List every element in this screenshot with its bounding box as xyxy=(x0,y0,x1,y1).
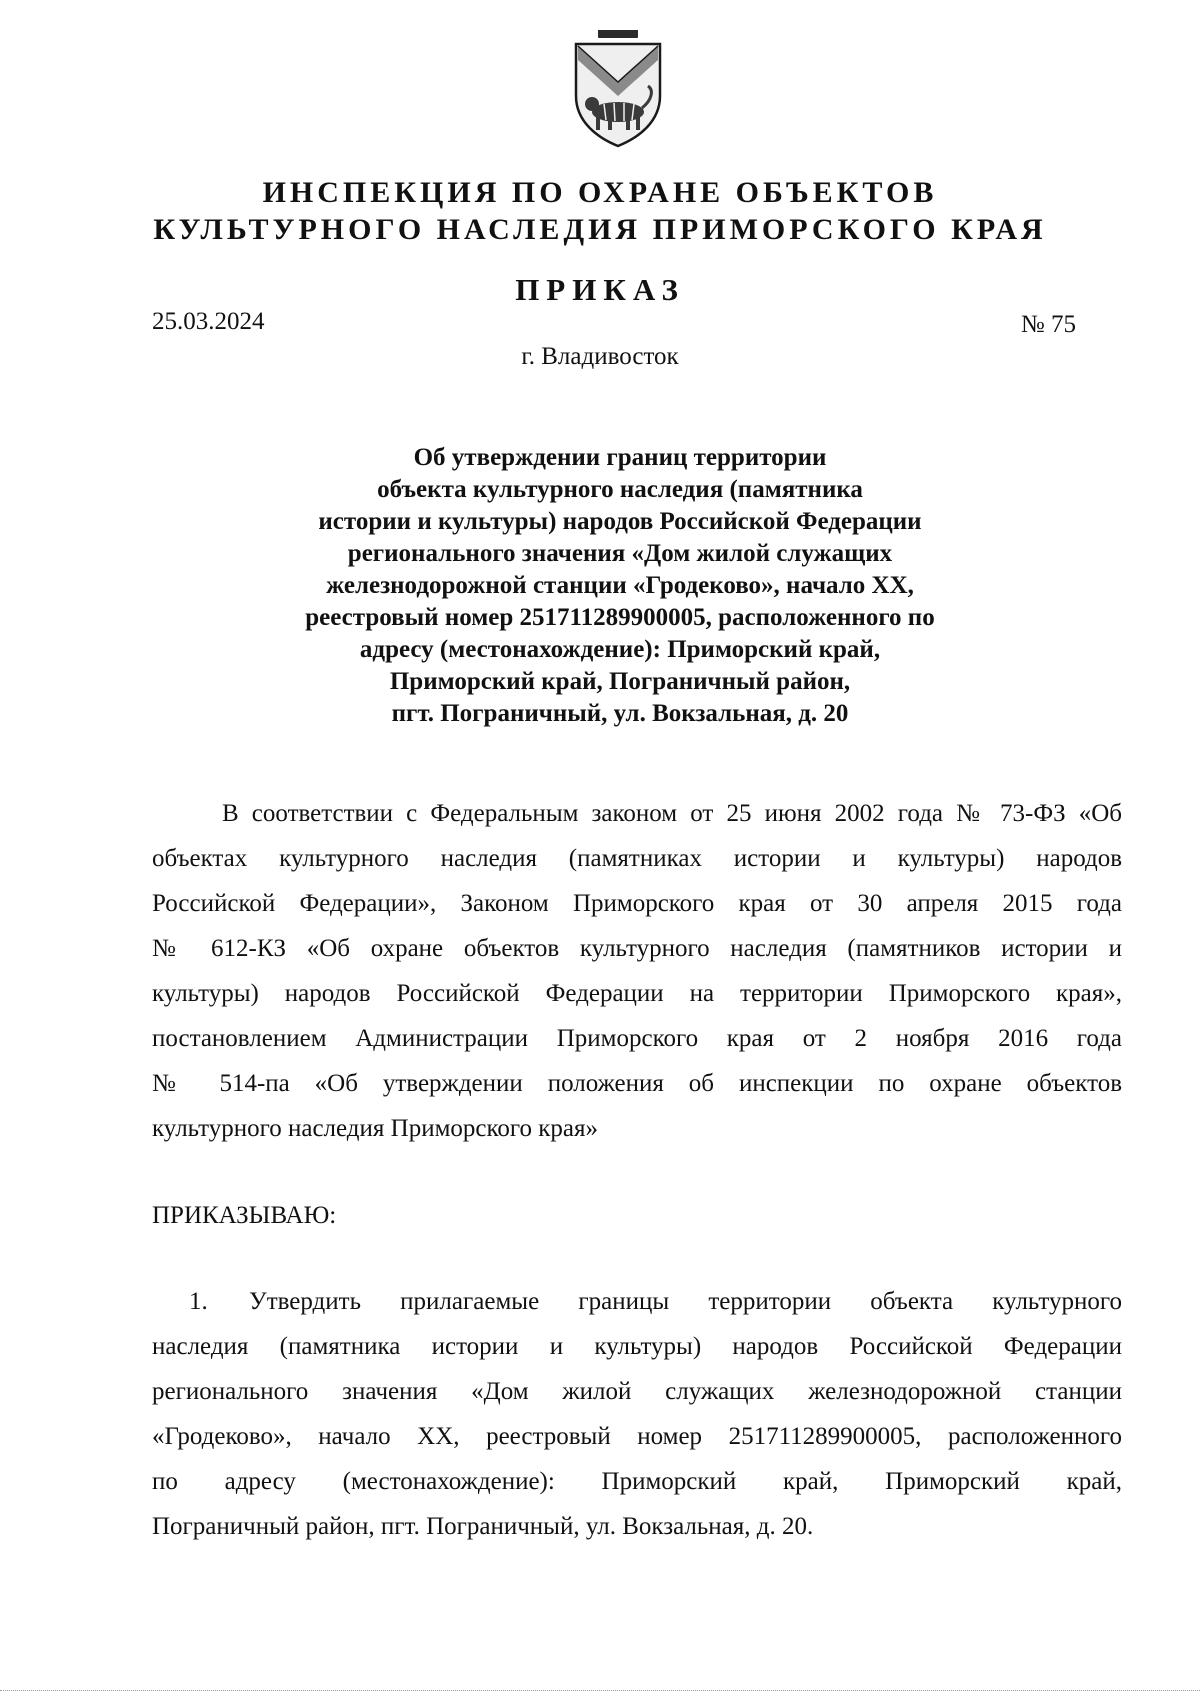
paragraph-line: Утвердить прилагаемые границы территории объекта культурного xyxy=(249,1288,1122,1315)
order-directive: ПРИКАЗЫВАЮ: xyxy=(152,1202,337,1229)
subject-line: железнодорожной станции «Гродеково», начало XX, xyxy=(326,572,914,599)
order-item-1 xyxy=(152,1279,1122,1549)
subject-line: регионального значения «Дом жилой служащих xyxy=(347,540,893,567)
order-item-first-line xyxy=(152,1279,1122,1324)
document-city: г. Владивосток xyxy=(521,343,679,370)
document-date: 25.03.2024 xyxy=(152,308,265,335)
paragraph-line: культурного наследия Приморского края» xyxy=(152,1115,598,1142)
subject-line: Приморский край, Пограничный район, xyxy=(389,668,851,695)
paragraph-line: «Гродеково», начало XX, реестровый номер 251711289900005, расположенного xyxy=(152,1423,1122,1450)
paragraph-line: регионального значения «Дом жилой служащих железнодорожной станции xyxy=(152,1378,1122,1405)
subject-line: истории и культуры) народов Российской Федерации xyxy=(318,508,922,535)
subject-line: адресу (местонахождение): Приморский край, xyxy=(359,636,881,663)
subject-line: объекта культурного наследия (памятника xyxy=(377,476,863,503)
paragraph-line: объектах культурного наследия (памятниках истории и культуры) народов xyxy=(152,845,1122,872)
document-subject xyxy=(250,442,990,730)
paragraph-line: по адресу (местонахождение): Приморский край, Приморский край, xyxy=(152,1468,1122,1495)
paragraph-line: наследия (памятника истории и культуры) народов Российской Федерации xyxy=(152,1333,1122,1360)
paragraph-line: № 612-КЗ «Об охране объектов культурного наследия (памятников истории и xyxy=(152,935,1122,962)
paragraph-line: В соответствии с Федеральным законом от 25 июня 2002 года № 73-ФЗ «Об xyxy=(222,800,1122,827)
document-number: № 75 xyxy=(1020,311,1076,338)
organization-title-line-1: ИНСПЕКЦИЯ ПО ОХРАНЕ ОБЪЕКТОВ xyxy=(262,176,938,209)
primorsky-krai-coat-of-arms-icon xyxy=(568,30,668,150)
document-type-heading: ПРИКАЗ xyxy=(515,272,685,307)
paragraph-line: Российской Федерации», Законом Приморского края от 30 апреля 2015 года xyxy=(152,890,1122,917)
subject-line: пгт. Пограничный, ул. Вокзальная, д. 20 xyxy=(391,700,849,727)
page-edge-divider xyxy=(0,1690,1200,1691)
paragraph-line: № 514-па «Об утверждении положения об инспекции по охране объектов xyxy=(152,1070,1122,1097)
paragraph-line: культуры) народов Российской Федерации на территории Приморского края», xyxy=(152,980,1122,1007)
preamble-paragraph xyxy=(152,791,1122,1151)
subject-line: реестровый номер 251711289900005, расположенного по xyxy=(305,604,935,631)
organization-title-line-2: КУЛЬТУРНОГО НАСЛЕДИЯ ПРИМОРСКОГО КРАЯ xyxy=(153,213,1047,246)
order-item-number: 1. xyxy=(189,1288,208,1315)
paragraph-line: Пограничный район, пгт. Пограничный, ул. Вокзальная, д. 20. xyxy=(152,1513,814,1540)
subject-line: Об утверждении границ территории xyxy=(413,444,827,471)
paragraph-line: постановлением Администрации Приморского края от 2 ноября 2016 года xyxy=(152,1025,1122,1052)
